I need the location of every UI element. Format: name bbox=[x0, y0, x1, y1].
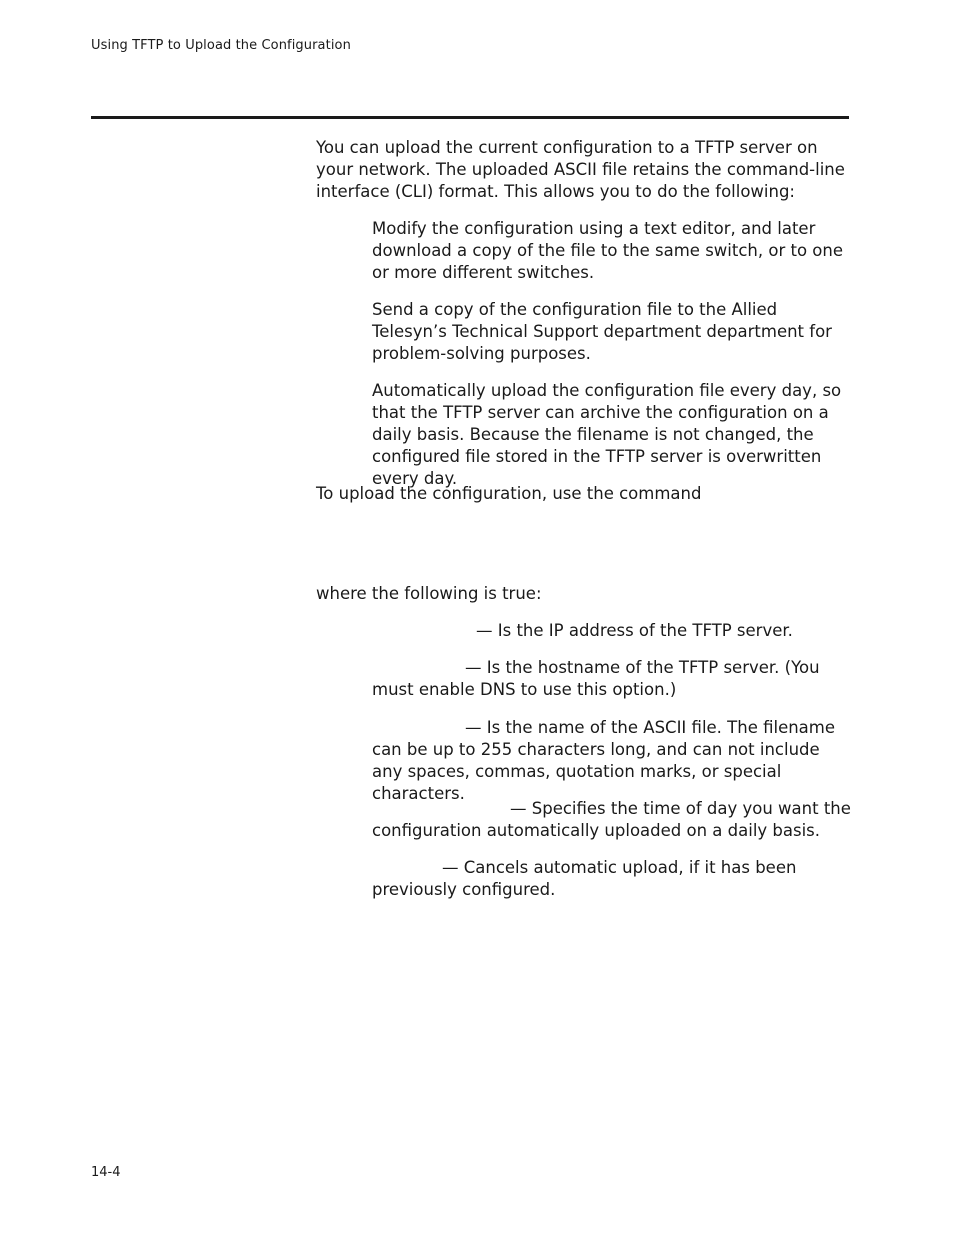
param-time bbox=[372, 798, 852, 842]
param-filename bbox=[372, 717, 852, 805]
command-intro: To upload the configuration, use the command bbox=[316, 484, 702, 503]
param-time-desc: — Specifies the time of day you want the configuration automatically uploaded on a daily basis. bbox=[372, 799, 851, 840]
param-ipaddress bbox=[372, 620, 852, 642]
page-number: 14-4 bbox=[91, 1165, 121, 1180]
where-text: where the following is true: bbox=[316, 584, 542, 603]
section-rule bbox=[91, 116, 849, 119]
param-none-desc: — Cancels automatic upload, if it has been previously configured. bbox=[372, 858, 797, 899]
param-filename-desc: — Is the name of the ASCII file. The filename can be up to 255 characters long, and can not include any spaces, commas, quotation marks, or special characters. bbox=[372, 718, 836, 803]
intro-paragraph: You can upload the current configuration to a TFTP server on your network. The uploaded ASCII file retains the command-line interface (CLI) format. This allows you to do the following: bbox=[316, 138, 845, 201]
param-hostname-desc: — Is the hostname of the TFTP server. (You must enable DNS to use this option.) bbox=[372, 658, 820, 699]
bullet-item-1: Modify the configuration using a text editor, and later download a copy of the file to the same switch, or to one or more different switches. bbox=[372, 219, 843, 282]
bullet-item-2: Send a copy of the configuration file to the Allied Telesyn’s Technical Support department department for problem-solving purposes. bbox=[372, 300, 832, 363]
running-header: Using TFTP to Upload the Configuration bbox=[91, 38, 351, 53]
param-hostname bbox=[372, 657, 852, 701]
param-none bbox=[372, 857, 852, 901]
bullet-item-3: Automatically upload the configuration file every day, so that the TFTP server can archive the configuration on a daily basis. Because the filename is not changed, the configured file stored in the TFTP server is overwritten every day. bbox=[372, 381, 842, 488]
param-ipaddress-desc: — Is the IP address of the TFTP server. bbox=[476, 621, 793, 640]
